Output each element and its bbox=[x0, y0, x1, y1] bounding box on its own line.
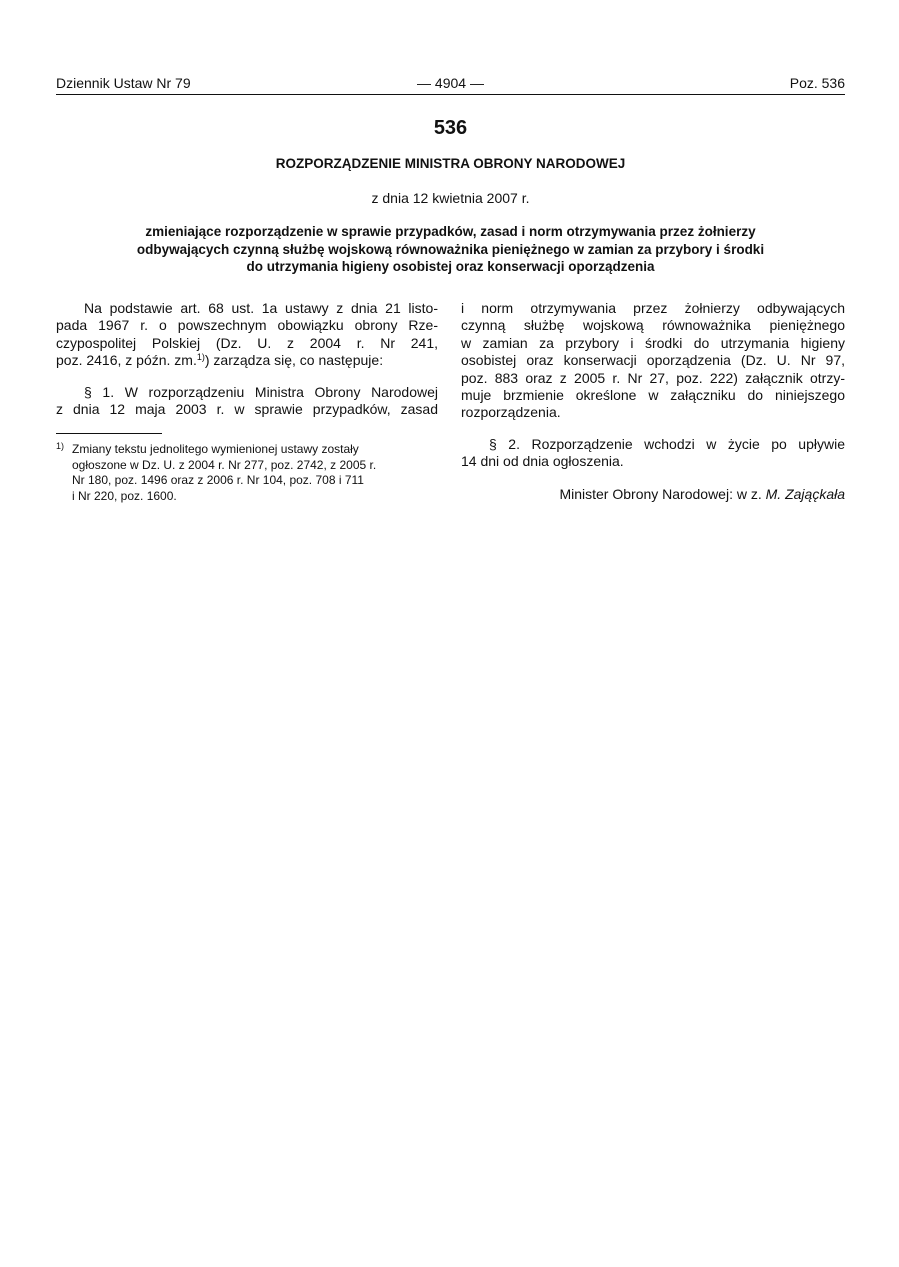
footnote-reference[interactable]: 1) bbox=[196, 352, 205, 363]
section-1-cont-line: osobistej oraz konserwacji oporządzenia (Dz. U. Nr 97, bbox=[461, 352, 845, 369]
footnote-marker: 1) bbox=[56, 441, 65, 451]
section-1-cont-line: czynną służbę wojskową równoważnika pieniężnego bbox=[461, 317, 845, 334]
footnote-line: ogłoszone w Dz. U. z 2004 r. Nr 277, poz. 2742, z 2005 r. bbox=[72, 457, 377, 472]
section-2-line: § 2. Rozporządzenie wchodzi w życie po upływie bbox=[489, 435, 845, 452]
section-2-paragraph bbox=[461, 436, 845, 471]
preamble-text: poz. 2416, z późn. zm. bbox=[56, 352, 197, 369]
preamble-line: pada 1967 r. o powszechnym obowiązku obrony Rze- bbox=[56, 317, 438, 334]
section-2-line: 14 dni od dnia ogłoszenia. bbox=[461, 453, 624, 470]
item-number: Poz. 536 bbox=[789, 75, 845, 91]
signature bbox=[559, 485, 845, 503]
footnote-line: Nr 180, poz. 1496 oraz z 2006 r. Nr 104, poz. 708 i 711 bbox=[72, 473, 364, 487]
preamble-line: Na podstawie art. 68 ust. 1a ustawy z dnia 21 listo- bbox=[84, 300, 438, 316]
footnote-line bbox=[56, 439, 438, 458]
signatory-name: M. Zając̨kała bbox=[765, 486, 845, 502]
section-1-cont-line: muje brzmienie określone w załączniku do niniejszego bbox=[461, 387, 845, 404]
page-number: — 4904 — bbox=[417, 75, 484, 91]
journal-title: Dziennik Ustaw Nr 79 bbox=[56, 75, 191, 91]
act-subject-line: odbywających czynną służbę wojskową równoważnika pieniężnego w zamian za przybory i środki bbox=[136, 241, 765, 257]
act-type-title: ROZPORZĄDZENIE MINISTRA OBRONY NARODOWEJ bbox=[275, 156, 626, 171]
right-column bbox=[461, 300, 845, 471]
preamble-line-last bbox=[56, 352, 438, 369]
preamble-paragraph bbox=[56, 300, 438, 370]
act-subject-line: zmieniające rozporządzenie w sprawie przypadków, zasad i norm otrzymywania przez żołnierzy bbox=[145, 224, 756, 239]
section-1-cont-line: i norm otrzymywania przez żołnierzy odbywających bbox=[461, 300, 845, 316]
running-header bbox=[56, 74, 845, 94]
section-1-continuation bbox=[461, 300, 845, 422]
section-1-cont-line: w zamian za przybory i środki do utrzymania higieny bbox=[461, 334, 845, 351]
section-1-line: z dnia 12 maja 2003 r. w sprawie przypadków, zasad bbox=[56, 401, 438, 418]
act-number: 536 bbox=[433, 117, 468, 139]
footnote bbox=[56, 439, 438, 504]
left-column bbox=[56, 300, 438, 418]
act-subject-line: do utrzymania higieny osobistej oraz konserwacji oporządzenia bbox=[246, 259, 655, 274]
document-page bbox=[56, 0, 845, 1267]
section-1-cont-line: rozporządzenia. bbox=[461, 404, 561, 421]
act-date: z dnia 12 kwietnia 2007 r. bbox=[371, 190, 530, 206]
act-subject bbox=[56, 223, 845, 276]
section-1-line: § 1. W rozporządzeniu Ministra Obrony Narodowej bbox=[84, 383, 438, 400]
footnote-line: i Nr 220, poz. 1600. bbox=[72, 488, 177, 503]
section-1-cont-line: poz. 883 oraz z 2005 r. Nr 27, poz. 222) załącznik otrzy- bbox=[461, 369, 845, 386]
footnote-divider bbox=[56, 433, 162, 434]
signature-prefix: Minister Obrony Narodowej: w z. bbox=[559, 486, 766, 502]
footnote-text: Zmiany tekstu jednolitego wymienionej ustawy zostały bbox=[72, 442, 359, 456]
header-divider bbox=[56, 94, 845, 95]
section-1-paragraph bbox=[56, 384, 438, 419]
preamble-line: czypospolitej Polskiej (Dz. U. z 2004 r. Nr 241, bbox=[56, 334, 438, 351]
preamble-tail: ) zarządza się, co następuje: bbox=[204, 352, 384, 369]
